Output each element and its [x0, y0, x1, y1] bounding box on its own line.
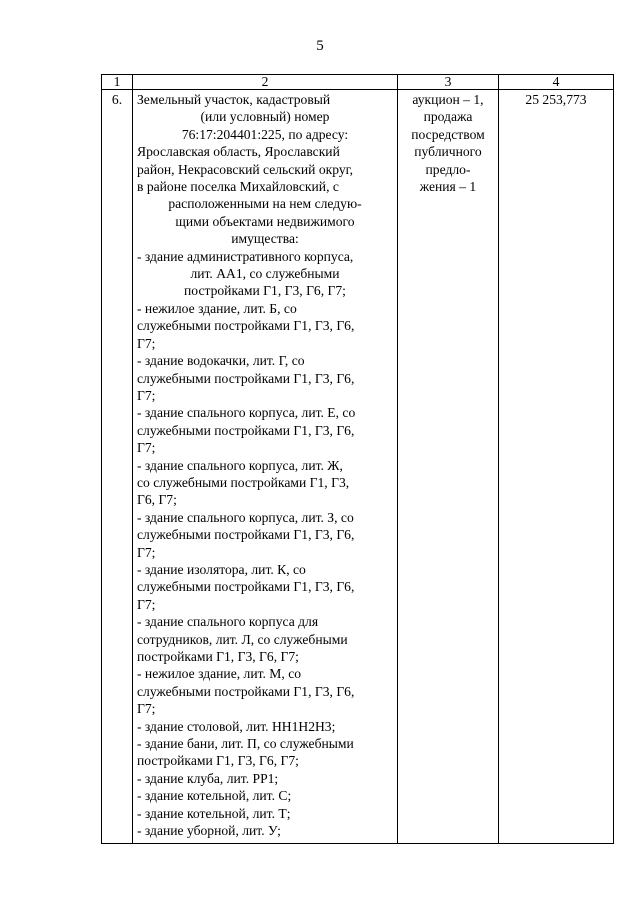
description-line: - здание столовой, лит. НН1Н2Н3; — [137, 718, 336, 734]
description-line: Земельный участок, кадастровый — [137, 92, 331, 107]
column-header-2: 2 — [133, 75, 398, 90]
description-line: - здание уборной, лит. У; — [137, 823, 281, 839]
property-table — [101, 74, 614, 844]
description-line: Г7; — [137, 596, 156, 612]
description-line: (или условный) номер — [200, 109, 330, 125]
description-line: - здание бани, лит. П, со служебными — [137, 736, 354, 752]
description-line: район, Некрасовский сельский округ, — [137, 161, 354, 177]
description-line: - здание водокачки, лит. Г, со — [137, 353, 305, 369]
table-header-row — [102, 75, 614, 90]
row-number: 6. — [102, 90, 133, 844]
description-line: служебными постройками Г1, Г3, Г6, — [137, 422, 355, 438]
sale-method-line: публичного — [414, 144, 482, 160]
description-line: постройками Г1, Г3, Г6, Г7; — [137, 753, 299, 769]
description-line: со служебными постройками Г1, Г3, — [137, 474, 350, 490]
description-line: - здание административного корпуса, — [137, 248, 354, 264]
description-line: щими объектами недвижимого — [175, 213, 355, 229]
page-number: 5 — [316, 38, 324, 54]
description-line: служебными постройками Г1, Г3, Г6, — [137, 683, 355, 699]
description-line: Ярославская область, Ярославский — [137, 144, 340, 160]
description-line: - здание клуба, лит. РР1; — [137, 770, 279, 786]
sale-method-line: продажа — [423, 109, 473, 125]
description-line: - здание изолятора, лит. К, со — [137, 561, 306, 577]
sale-method-line: посредством — [411, 126, 485, 142]
column-header-4: 4 — [499, 75, 614, 90]
description-line: лит. АА1, со служебными — [190, 266, 340, 282]
sale-method-line: предло- — [425, 161, 471, 177]
description-line: - здание котельной, лит. С; — [137, 788, 292, 804]
description-line: Г7; — [137, 701, 156, 717]
sale-method-line: жения – 1 — [419, 179, 477, 195]
description-line: служебными постройками Г1, Г3, Г6, — [137, 370, 355, 386]
column-header-1: 1 — [102, 75, 133, 90]
description-line: - нежилое здание, лит. Б, со — [137, 300, 297, 316]
description-line: Г7; — [137, 387, 156, 403]
description-line: служебными постройками Г1, Г3, Г6, — [137, 579, 355, 595]
sale-method — [398, 90, 499, 844]
description-line: постройками Г1, Г3, Г6, Г7; — [184, 283, 346, 299]
description-line: имущества: — [231, 231, 299, 247]
column-header-3: 3 — [398, 75, 499, 90]
property-description — [133, 90, 398, 844]
description-line: постройками Г1, Г3, Г6, Г7; — [137, 649, 299, 664]
table-row — [102, 90, 614, 844]
description-line: - здание спального корпуса для — [137, 614, 319, 630]
description-line: расположенными на нем следую- — [168, 196, 362, 212]
description-line: - здание котельной, лит. Т; — [137, 805, 291, 821]
description-line: Г7; — [137, 544, 156, 560]
description-line: - здание спального корпуса, лит. З, со — [137, 509, 354, 525]
description-line: - нежилое здание, лит. М, со — [137, 666, 302, 682]
description-line: служебными постройками Г1, Г3, Г6, — [137, 527, 355, 543]
description-line: - здание спального корпуса, лит. Ж, — [137, 457, 343, 473]
description-line: Г6, Г7; — [137, 492, 177, 508]
description-line: - здание спального корпуса, лит. Е, со — [137, 405, 356, 421]
description-line: служебными постройками Г1, Г3, Г6, — [137, 318, 355, 334]
description-line: Г7; — [137, 440, 156, 456]
description-line: Г7; — [137, 335, 156, 351]
description-line: в районе поселка Михайловский, с — [137, 179, 339, 195]
price-value: 25 253,773 — [499, 90, 614, 844]
sale-method-line: аукцион – 1, — [412, 92, 484, 107]
description-line: сотрудников, лит. Л, со служебными — [137, 631, 348, 647]
description-line: 76:17:204401:225, по адресу: — [181, 126, 349, 142]
